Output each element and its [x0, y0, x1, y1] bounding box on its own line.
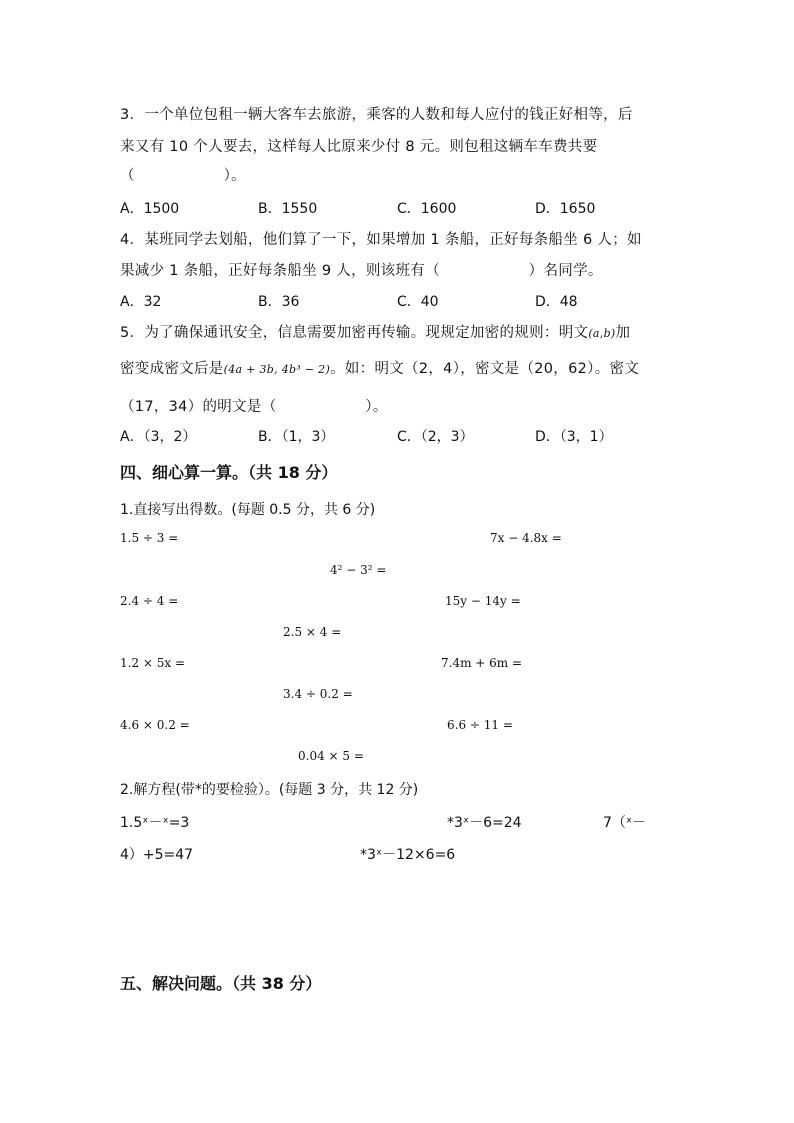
q4-option-d: D．48	[535, 294, 578, 310]
q5-option-b: B．（1，3）	[258, 429, 335, 445]
expression-6: 2.5 × 4 =	[283, 625, 342, 639]
q3-line2: 来又有 10 个人要去，这样每人比原来少付 8 元。则包租这辆车车费共要	[120, 139, 598, 155]
q5-line2-text: 密变成密文后是	[120, 361, 224, 377]
q5-option-c: C．（2，3）	[397, 429, 474, 445]
expression-2: 7x − 4.8x =	[490, 531, 562, 545]
section4-part1-title: 1.直接写出得数。(每题 0.5 分，共 6 分)	[120, 502, 376, 518]
q4-option-c: C．40	[397, 294, 439, 310]
equation-3-end: 4）+5=47	[120, 847, 194, 863]
q4-line1: 4．某班同学去划船，他们算了一下，如果增加 1 条船，正好每条船坐 6 人；如	[120, 232, 642, 248]
q5-plaintext-formula: (a,b)	[588, 327, 616, 340]
section4-title: 四、细心算一算。（共 18 分）	[120, 463, 338, 482]
equation-4: *3ˣ－12×6=6	[360, 847, 456, 863]
q4-line2: 果减少 1 条船，正好每条船坐 9 人，则该班有（ ）名同学。	[120, 263, 603, 279]
q4-option-b: B．36	[258, 294, 300, 310]
expression-3: 4² − 3² =	[330, 563, 387, 577]
q3-option-a: A．1500	[120, 201, 180, 217]
expression-8: 7.4m + 6m =	[441, 656, 523, 670]
q3-option-c: C．1600	[397, 201, 457, 217]
equation-2: *3ˣ－6=24	[447, 815, 522, 831]
q5-line1-text: 5．为了确保通讯安全，信息需要加密再传输。现规定加密的规则：明文	[120, 325, 589, 341]
equation-1: 1.5ˣ－ˣ=3	[120, 815, 190, 831]
q5-line3: （17，34）的明文是（ ）。	[120, 399, 388, 415]
q3-line3: （ ）。	[120, 168, 246, 184]
q4-option-a: A．32	[120, 294, 162, 310]
q3-line1: 3．一个单位包租一辆大客车去旅游，乘客的人数和每人应付的钱正好相等，后	[120, 107, 633, 123]
expression-11: 6.6 ÷ 11 =	[447, 718, 513, 732]
expression-7: 1.2 × 5x =	[120, 656, 186, 670]
equation-3-start: 7（ˣ－	[603, 815, 647, 831]
expression-12: 0.04 × 5 =	[298, 749, 364, 763]
expression-1: 1.5 ÷ 3 =	[120, 531, 179, 545]
q5-ciphertext-formula: (4a + 3b, 4b³ − 2)	[223, 363, 331, 376]
q5-line1-tail: 加	[615, 325, 631, 341]
section4-part2-title: 2.解方程(带*的要检验）。(每题 3 分，共 12 分)	[120, 782, 419, 798]
section5-title: 五、解决问题。（共 38 分）	[120, 974, 322, 993]
expression-5: 15y − 14y =	[445, 594, 521, 608]
q3-option-d: D．1650	[535, 201, 596, 217]
q5-line2-tail: 。如：明文（2，4），密文是（20，62）。密文	[330, 361, 640, 377]
q5-option-a: A．（3，2）	[120, 429, 197, 445]
q3-option-b: B．1550	[258, 201, 318, 217]
expression-10: 4.6 × 0.2 =	[120, 718, 190, 732]
expression-9: 3.4 ÷ 0.2 =	[283, 687, 353, 701]
q5-line2	[120, 357, 639, 378]
q5-line1	[120, 321, 630, 342]
q5-option-d: D．（3，1）	[535, 429, 613, 445]
expression-4: 2.4 ÷ 4 =	[120, 594, 179, 608]
